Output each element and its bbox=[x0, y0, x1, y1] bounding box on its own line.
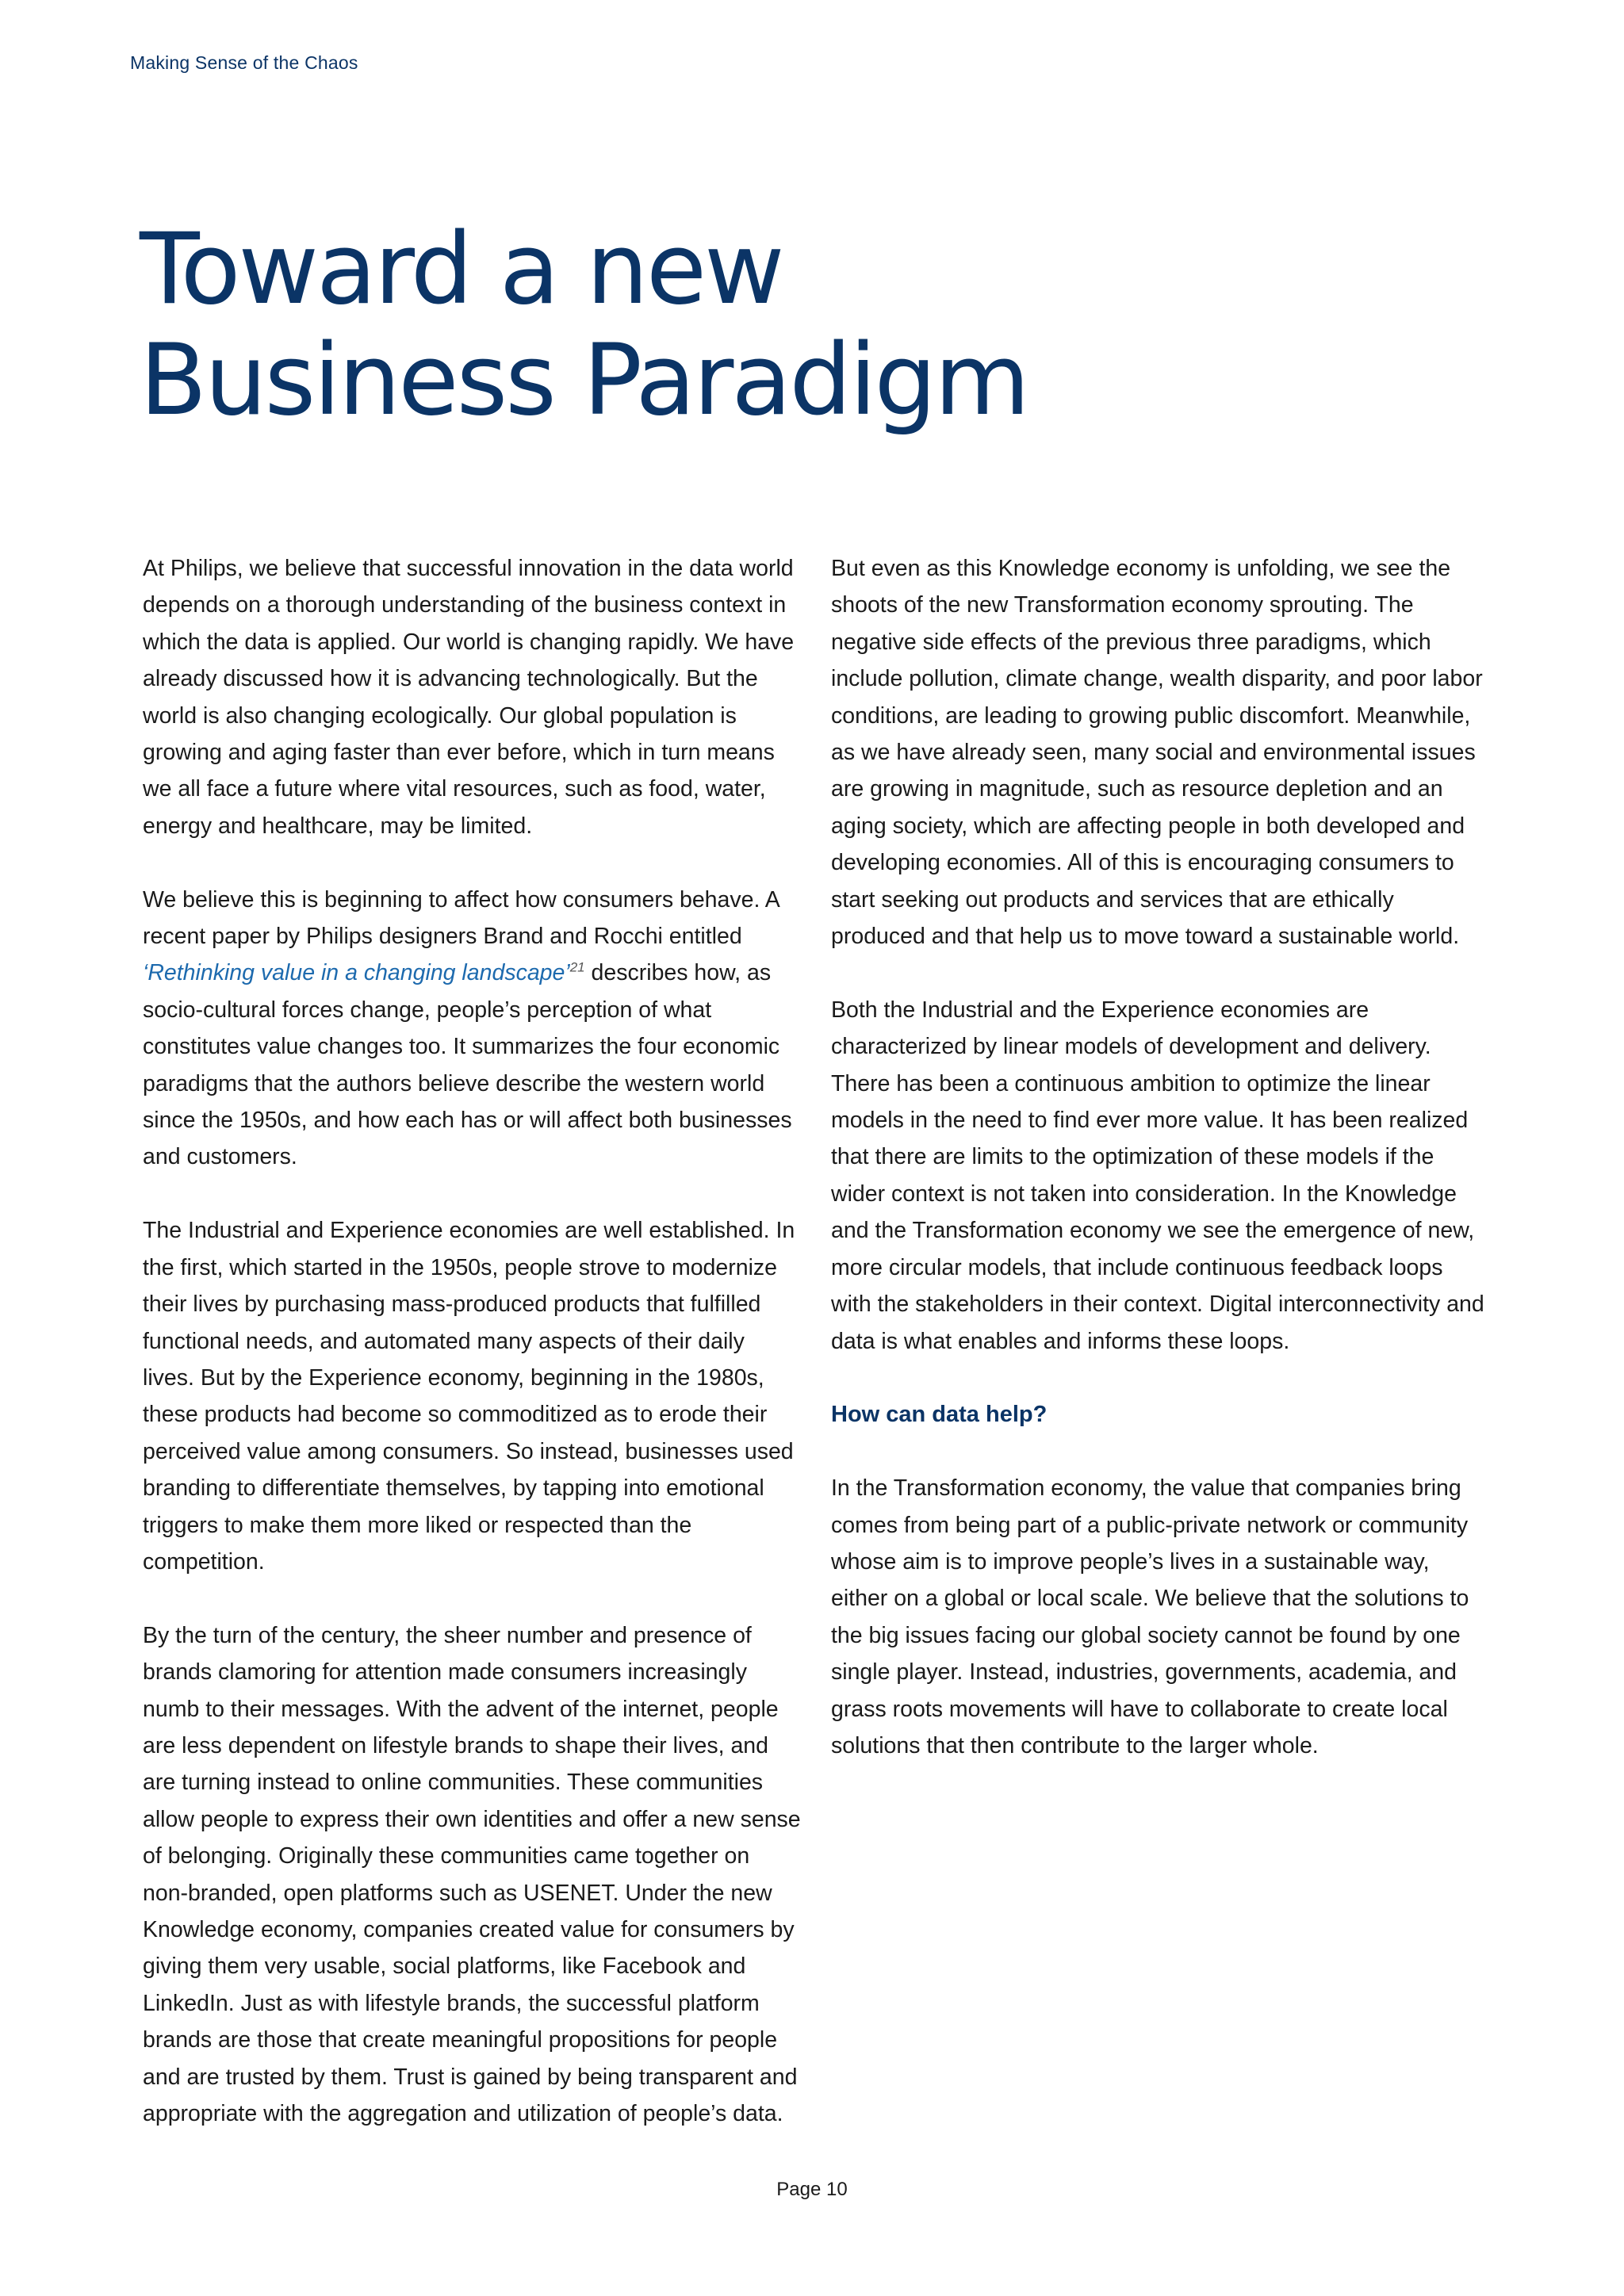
right-column bbox=[831, 550, 1489, 1801]
page-title-line-1: Toward a new bbox=[140, 212, 783, 327]
left-paragraph-3: The Industrial and Experience economies are well established. In the first, which started in the 1950s, people strove to modernize their lives by purchasing mass-produced products that fulfilled functional needs, and automated many aspects of their daily lives. But by the Experience economy, beginning in the 1980s, these products had become so commoditized as to erode their perceived value among consumers. So instead, businesses used branding to differentiate themselves, by tapping into emotional triggers to make them more liked or respected than the competition. bbox=[143, 1218, 795, 1575]
running-header: Making Sense of the Chaos bbox=[130, 52, 358, 73]
page-title-line-2: Business Paradigm bbox=[140, 323, 1028, 438]
page-number: Page 10 bbox=[776, 2179, 848, 2200]
left-paragraph-1: At Philips, we believe that successful innovation in the data world depends on a thorough understanding of the business context in which the data is applied. Our world is changing rapidly. We have already discussed how it is advancing technologically. But the world is also changing ecologically. Our global population is growing and aging faster than ever before, which in turn means we all face a future where vital resources, such as food, water, energy and healthcare, may be limited. bbox=[143, 556, 795, 839]
left-column bbox=[143, 550, 801, 2169]
footnote-marker[interactable]: 21 bbox=[569, 959, 585, 975]
section-subheading: How can data help? bbox=[831, 1402, 1048, 1428]
left-paragraph-4: By the turn of the century, the sheer number and presence of brands clamoring for attention made consumers increasingly numb to their messages. With the advent of the internet, people are less dependent on lifestyle brands to shape their lives, and are turning instead to online communities. These communities allow people to express their own identities and offer a new sense of belonging. Originally these communities came together on non-branded, open platforms such as USENET. Under the new Knowledge economy, companies created value for consumers by giving them very usable, social platforms, like Facebook and LinkedIn. Just as with lifestyle brands, the successful platform brands are those that create meaningful propositions for people and are trusted by them. Trust is gained by being transparent and appropriate with the aggregation and utilization of people’s data. bbox=[143, 1622, 801, 2127]
paragraph-text: describes how, as socio-cultural forces change, people’s perception of what constitutes value changes too. It summarizes the four economic paradigms that the authors believe describe the western world since the 1950s, and how each has or will affect both businesses and customers. bbox=[143, 960, 792, 1170]
right-paragraph-3: In the Transformation economy, the value that companies bring comes from being part of a public-private network or community whose aim is to improve people’s lives in a sustainable way, either on a global or local scale. We believe that the solutions to the big issues facing our global society cannot be found by one single player. Instead, industries, governments, academia, and grass roots movements will have to collaborate to create local solutions that then contribute to the larger whole. bbox=[831, 1475, 1469, 1758]
page-title bbox=[140, 214, 1028, 436]
reference-link[interactable]: ‘Rethinking value in a changing landscape’ bbox=[143, 960, 570, 986]
paragraph-text: We believe this is beginning to affect how consumers behave. A recent paper by Philips designers Brand and Rocchi entitled bbox=[143, 886, 779, 950]
right-paragraph-2: Both the Industrial and the Experience economies are characterized by linear models of development and delivery. There has been a continuous ambition to optimize the linear models in the need to find ever more value. It has been realized that there are limits to the optimization of these models if the wider context is not taken into consideration. In the Knowledge and the Transformation economy we see the emergence of new, more circular models, that include continuous feedback loops with the stakeholders in their context. Digital interconnectivity and data is what enables and informs these loops. bbox=[831, 997, 1484, 1354]
left-paragraph-2 bbox=[143, 882, 801, 1176]
right-paragraph-1: But even as this Knowledge economy is unfolding, we see the shoots of the new Transformation economy sprouting. The negative side effects of the previous three paradigms, which include pollution, climate change, wealth disparity, and poor labor conditions, are leading to growing public discomfort. Meanwhile, as we have already seen, many social and environmental issues are growing in magnitude, such as resource depletion and an aging society, which are affecting people in both developed and developing economies. All of this is encouraging consumers to start seeking out products and services that are ethically produced and that help us to move toward a sustainable world. bbox=[831, 556, 1483, 950]
